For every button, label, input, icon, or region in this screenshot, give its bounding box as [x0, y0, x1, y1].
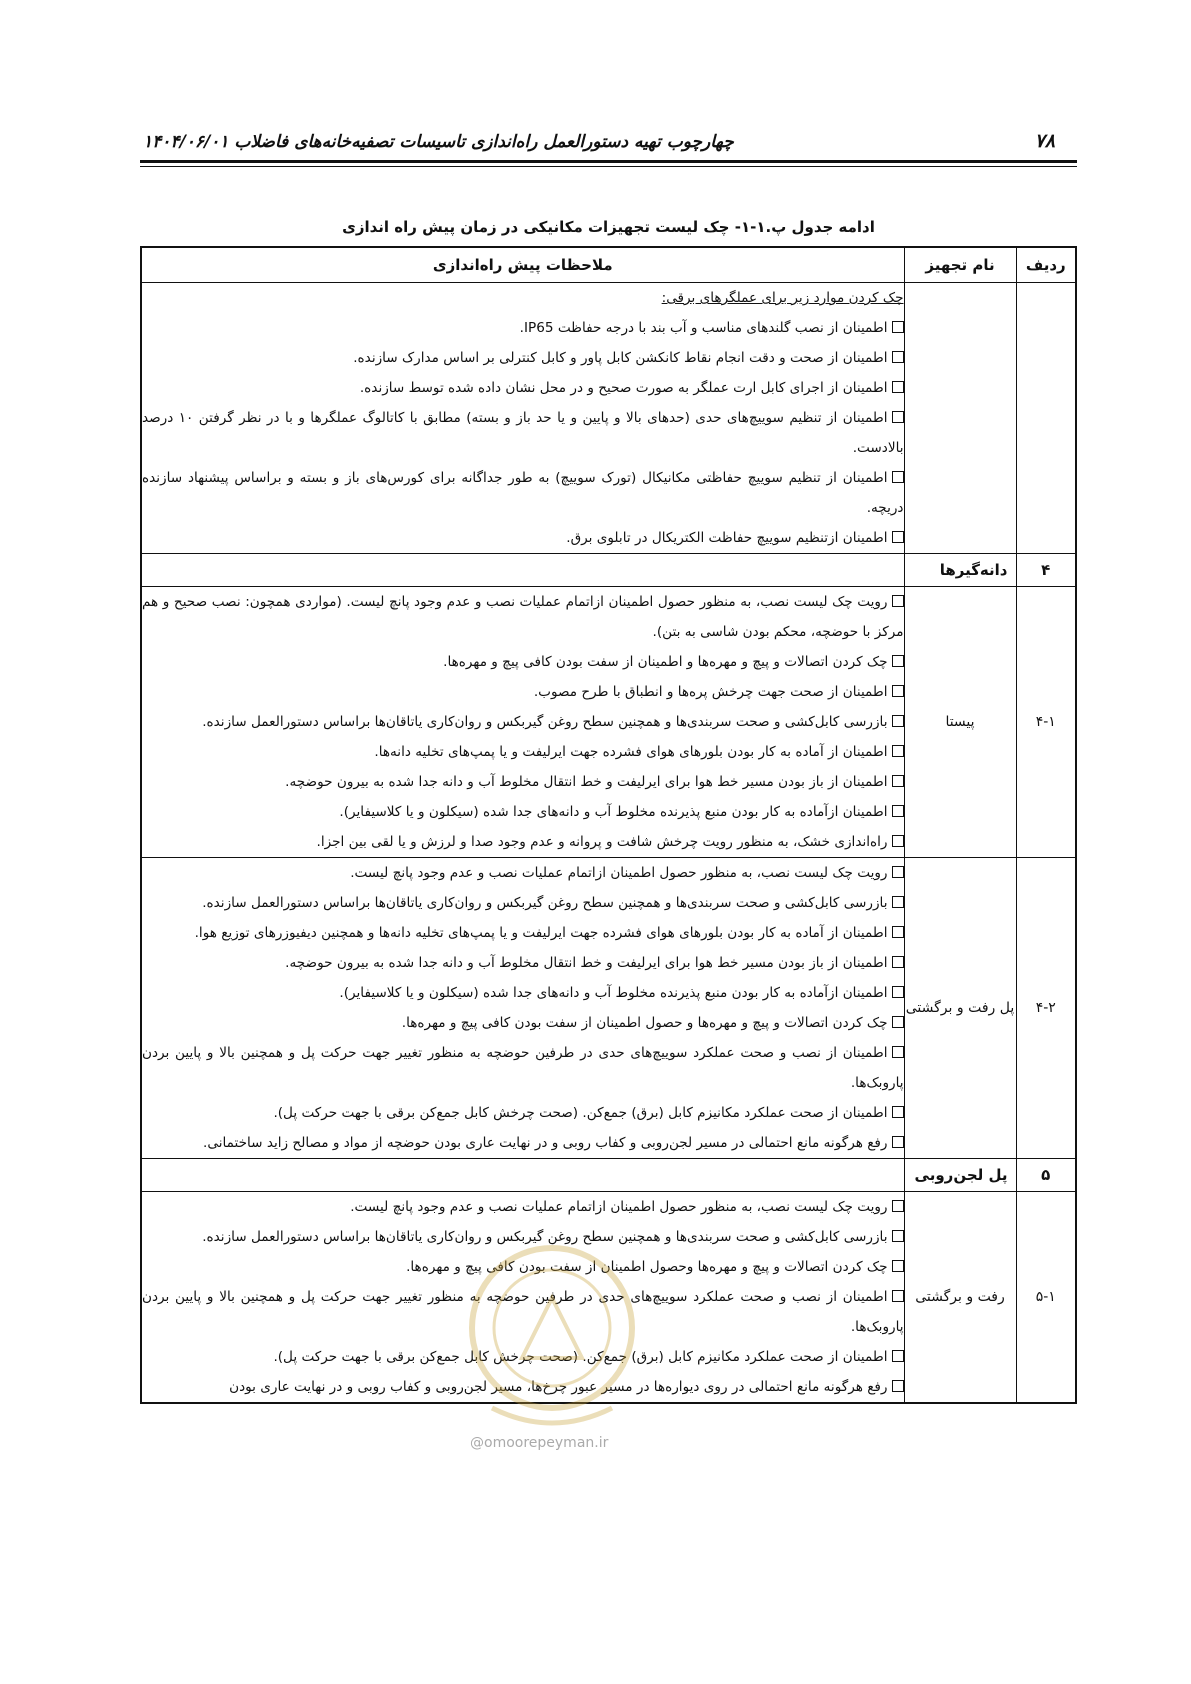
checkbox-icon[interactable]: [892, 715, 904, 727]
checklist-item: چک کردن اتصالات و پیچ و مهره‌ها و اطمینان از سفت بودن کافی پیچ و مهره‌ها.: [142, 647, 904, 677]
checklist-item: اطمینان ازآماده به کار بودن منبع پذیرنده مخلوط آب و دانه‌های جدا شده (سیکلون و یا کلاسیفایر).: [142, 978, 904, 1008]
notes-lead: چک کردن موارد زیر برای عملگرهای برقی:: [661, 290, 904, 306]
checklist-item: اطمینان از آماده به کار بودن بلورهای هوای فشرده جهت ایرلیفت و یا پمپ‌های تخلیه دانه‌ها و همچنین دیفیوزرهای توزیع هوا.: [142, 918, 904, 948]
checklist-item: رویت چک لیست نصب، به منظور حصول اطمینان ازاتمام عملیات نصب و عدم وجود پانچ لیست. (مواردی همچون: نصب صحیح و هم مرکز با حوضچه، محکم بودن شاسی به بتن).: [142, 594, 904, 640]
checkbox-icon[interactable]: [892, 351, 904, 363]
equipment-cell: رفت و برگشتی: [904, 1192, 1016, 1404]
watermark-seal-icon: [462, 1238, 642, 1438]
page-number: ۷۸: [1034, 130, 1055, 152]
equipment-cell: [904, 283, 1016, 554]
checklist-item: رویت چک لیست نصب، به منظور حصول اطمینان ازاتمام عملیات نصب و عدم وجود پانچ لیست.: [142, 858, 904, 888]
row-no-cell: ۵-۱: [1016, 1192, 1076, 1404]
checklist-item: اطمینان از اجرای کابل ارت عملگر به صورت صحیح و در محل نشان داده شده توسط سازنده.: [142, 373, 904, 403]
checklist-item: اطمینان از صحت جهت چرخش پره‌ها و انطباق با طرح مصوب.: [142, 677, 904, 707]
section-blank: [141, 1159, 904, 1192]
header-row-no: ردیف: [1016, 247, 1076, 283]
checkbox-icon[interactable]: [892, 1200, 904, 1212]
checkbox-icon[interactable]: [892, 655, 904, 667]
checklist-item: اطمینان از تنظیم سوییچ حفاظتی مکانیکال (تورک سوییچ) به طور جداگانه برای کورس‌های باز و بسته و براساس پیشنهاد سازنده دریچه.: [142, 470, 904, 516]
checklist-table: [140, 246, 1077, 1404]
checkbox-icon[interactable]: [892, 896, 904, 908]
checklist-item: اطمینان ازآماده به کار بودن منبع پذیرنده مخلوط آب و دانه‌های جدا شده (سیکلون و یا کلاسیفایر).: [142, 797, 904, 827]
checkbox-icon[interactable]: [892, 595, 904, 607]
header-rule-thin: [140, 166, 1077, 167]
checklist-item: اطمینان از آماده به کار بودن بلورهای هوای فشرده جهت ایرلیفت و یا پمپ‌های تخلیه دانه‌ها.: [142, 737, 904, 767]
checklist-item: رویت چک لیست نصب، به منظور حصول اطمینان ازاتمام عملیات نصب و عدم وجود پانچ لیست.: [142, 1192, 904, 1222]
checkbox-icon[interactable]: [892, 745, 904, 757]
checklist-item: اطمینان از تنظیم سوییچ‌های حدی (حدهای بالا و پایین و یا حد باز و بسته) مطابق با کاتالوگ عملگرها و با در نظر گرفتن ۱۰ درصد بالادست.: [142, 410, 904, 456]
header-equipment: نام تجهیز: [904, 247, 1016, 283]
checkbox-icon[interactable]: [892, 321, 904, 333]
checklist-item: رفع هرگونه مانع احتمالی در روی دیواره‌ها در مسیر عبور چرخ‌ها، مسیر لجن‌روبی و کفاب روبی و در نهایت عاری بودن: [142, 1372, 904, 1402]
checkbox-icon[interactable]: [892, 1290, 904, 1302]
checklist-item: اطمینان از باز بودن مسیر خط هوا برای ایرلیفت و خط انتقال مخلوط آب و دانه جدا شده به بیرون حوضچه.: [142, 767, 904, 797]
checkbox-icon[interactable]: [892, 531, 904, 543]
checklist-item: بازرسی کابل‌کشی و صحت سربندی‌ها و همچنین سطح روغن گیربکس و روان‌کاری یاتاقان‌ها براساس دستورالعمل سازنده.: [142, 888, 904, 918]
checkbox-icon[interactable]: [892, 1136, 904, 1148]
checklist-item: رفع هرگونه مانع احتمالی در مسیر لجن‌روبی و کفاب روبی و در نهایت عاری بودن حوضچه از مواد و مصالح زاید ساختمانی.: [142, 1128, 904, 1158]
checkbox-icon[interactable]: [892, 381, 904, 393]
checkbox-icon[interactable]: [892, 986, 904, 998]
checklist-item: اطمینان ازتنظیم سوییچ حفاظت الکتریکال در تابلوی برق.: [142, 523, 904, 553]
checkbox-icon[interactable]: [892, 1046, 904, 1058]
row-no-cell: ۴-۱: [1016, 587, 1076, 858]
checkbox-icon[interactable]: [892, 835, 904, 847]
equipment-cell: پیستا: [904, 587, 1016, 858]
header-rule-thick: [140, 160, 1077, 163]
section-row-5: [141, 1159, 1076, 1192]
row-no-cell: ۴-۲: [1016, 858, 1076, 1159]
table-row-4-1: [141, 587, 1076, 858]
checkbox-icon[interactable]: [892, 1016, 904, 1028]
checklist-item: بازرسی کابل‌کشی و صحت سربندی‌ها و همچنین سطح روغن گیربکس و روان‌کاری یاتاقان‌ها براساس دستورالعمل سازنده.: [142, 1222, 904, 1252]
checkbox-icon[interactable]: [892, 411, 904, 423]
checklist-item: اطمینان از باز بودن مسیر خط هوا برای ایرلیفت و خط انتقال مخلوط آب و دانه جدا شده به بیرون حوضچه.: [142, 948, 904, 978]
section-no: ۵: [1016, 1159, 1076, 1192]
section-name: دانه‌گیرها: [904, 554, 1016, 587]
running-header-title: چهارچوب تهیه دستورالعمل راه‌اندازی تاسیسات تصفیه‌خانه‌های فاضلاب ۱۴۰۴/۰۶/۰۱: [143, 132, 734, 152]
section-blank: [141, 554, 904, 587]
checklist-item: اطمینان از صحت و دقت انجام نقاط کانکشن کابل پاور و کابل کنترلی بر اساس مدارک سازنده.: [142, 343, 904, 373]
table-caption: ادامه جدول پ.۱-۱- چک لیست تجهیزات مکانیکی در زمان پیش راه اندازی: [342, 218, 875, 236]
checkbox-icon[interactable]: [892, 1260, 904, 1272]
checklist-item: اطمینان از نصب و صحت عملکرد سوییچ‌های حدی در طرفین حوضچه به منظور تغییر جهت حرکت پل و همچنین بالا و پایین بردن پاروبک‌ها.: [142, 1045, 904, 1091]
checklist-item: چک کردن اتصالات و پیچ و مهره‌ها و حصول اطمینان از سفت بودن کافی پیچ و مهره‌ها.: [142, 1008, 904, 1038]
section-no: ۴: [1016, 554, 1076, 587]
table-row-continued: [141, 283, 1076, 554]
notes-cell: [141, 283, 904, 554]
row-no-cell: [1016, 283, 1076, 554]
checkbox-icon[interactable]: [892, 926, 904, 938]
equipment-cell: پل رفت و برگشتی: [904, 858, 1016, 1159]
checklist-item: اطمینان از نصب و صحت عملکرد سوییچ‌های حدی در طرفین حوضچه به منظور تغییر جهت حرکت پل و همچنین بالا و پایین بردن پاروبک‌ها.: [142, 1289, 904, 1335]
checklist-item: راه‌اندازی خشک، به منظور رویت چرخش شافت و پروانه و عدم وجود صدا و لرزش و یا لقی بین اجزا.: [142, 827, 904, 857]
checkbox-icon[interactable]: [892, 1230, 904, 1242]
notes-cell: [141, 587, 904, 858]
checkbox-icon[interactable]: [892, 866, 904, 878]
checkbox-icon[interactable]: [892, 956, 904, 968]
watermark-text: @omoorepeyman.ir: [470, 1435, 609, 1451]
checkbox-icon[interactable]: [892, 685, 904, 697]
header-notes: ملاحظات پیش راه‌اندازی: [141, 247, 904, 283]
checkbox-icon[interactable]: [892, 805, 904, 817]
checkbox-icon[interactable]: [892, 1350, 904, 1362]
checklist-item: چک کردن اتصالات و پیچ و مهره‌ها وحصول اطمینان از سفت بودن کافی پیچ و مهره‌ها.: [142, 1252, 904, 1282]
checkbox-icon[interactable]: [892, 471, 904, 483]
table-header-row: [141, 247, 1076, 283]
checklist-item: بازرسی کابل‌کشی و صحت سربندی‌ها و همچنین سطح روغن گیربکس و روان‌کاری یاتاقان‌ها براساس دستورالعمل سازنده.: [142, 707, 904, 737]
table-row-4-2: [141, 858, 1076, 1159]
section-row-4: [141, 554, 1076, 587]
checkbox-icon[interactable]: [892, 1380, 904, 1392]
checkbox-icon[interactable]: [892, 1106, 904, 1118]
notes-cell: [141, 858, 904, 1159]
section-name: پل لجن‌روبی: [904, 1159, 1016, 1192]
checkbox-icon[interactable]: [892, 775, 904, 787]
checklist-item: اطمینان از نصب گلندهای مناسب و آب بند با درجه حفاظت IP65.: [142, 313, 904, 343]
checklist-item: اطمینان از صحت عملکرد مکانیزم کابل (برق) جمع‌کن. (صحت چرخش کابل جمع‌کن برقی با جهت حرکت پل).: [142, 1342, 904, 1372]
checklist-item: اطمینان از صحت عملکرد مکانیزم کابل (برق) جمع‌کن. (صحت چرخش کابل جمع‌کن برقی با جهت حرکت پل).: [142, 1098, 904, 1128]
